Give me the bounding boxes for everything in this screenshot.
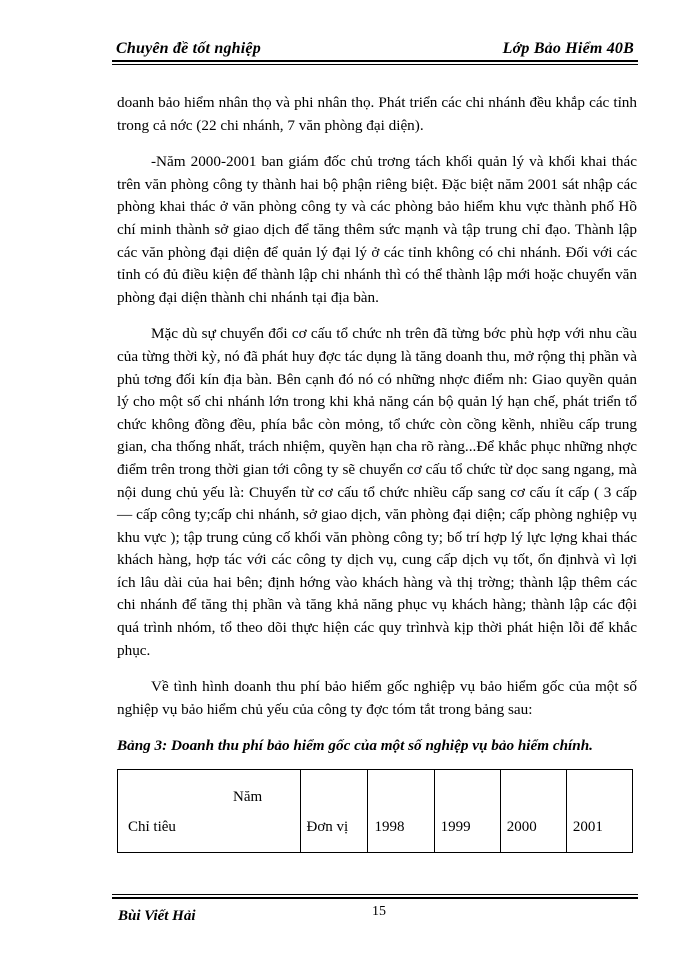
footer-rule-thin <box>112 894 638 895</box>
revenue-table <box>117 769 633 853</box>
footer-author: Bùi Viết Hải <box>118 908 196 924</box>
table-header-row <box>118 770 633 853</box>
paragraph-4: Về tình hình doanh thu phí bảo hiểm gốc nghiệp vụ bảo hiểm gốc của một số nghiệp vụ bảo hiểm chủ yếu của công ty đợc tóm tắt trong bảng sau: <box>117 678 637 718</box>
page-footer <box>112 888 638 928</box>
year-header: 2001 <box>566 770 632 853</box>
header-class: Lớp Bảo Hiểm 40B <box>502 40 634 57</box>
header-rule-thin <box>112 64 638 65</box>
page-header <box>112 26 638 62</box>
paragraph-3: Mặc dù sự chuyển đổi cơ cấu tổ chức nh trên đã từng bớc phù hợp với nhu cầu của từng thời kỳ, nó đã phát huy đợc tác dụng là tăng doanh thu, mở rộng thị phần và phủ tơng đối kín địa bàn. Bên cạnh đó nó có những nhợc điểm nh: Giao quyền quản lý cho một số chi nhánh lớn trong khi khả năng cán bộ quản lý hạn chế, phát triển tổ chức không đồng đều, phía bắc còn mỏng, tổ chức còn cồng kềnh, nhiều cấp trung gian, cha thống nhất, trách nhiệm, quyền hạn cha rõ ràng...Để khắc phục những nhợc điểm trên trong thời gian tới công ty sẽ chuyển cơ cấu tổ chức từ dọc sang ngang, mà nội dung chủ yếu là: Chuyển từ cơ cấu tổ chức nhiều cấp sang cơ cấu ít cấp ( 3 cấp — cấp công ty;cấp chi nhánh, sở giao dịch, văn phòng đại diện; cấp phòng nghiệp vụ khu vực ); tập trung củng cố khối văn phòng công ty; bố trí hợp lý lực lợng khai thác khách hàng, hợp tác với các công ty dịch vụ, cung cấp dịch vụ tốt, ổn địnhvà vì lợi ích lâu dài của hai bên; định hớng vào khách hàng và thị trờng; thành lập thêm các chi nhánh để tăng thị phần và tăng khả năng phục vụ khách hàng; thành lập các đội quá trình nhóm, tổ theo dõi thực hiện các quy trìnhvà kịp thời phát hiện lỗi để khắc phục. <box>117 325 637 659</box>
table-caption: Bảng 3: Doanh thu phí bảo hiểm gốc của một số nghiệp vụ bảo hiểm chính. <box>117 737 593 755</box>
year-header: 1998 <box>368 770 434 853</box>
year-header: 2000 <box>500 770 566 853</box>
footer-rule <box>112 897 638 899</box>
paragraph-1: doanh bảo hiểm nhân thọ và phi nhân thọ. Phát triển các chi nhánh đều khắp các tỉnh trong cả nớc (22 chi nhánh, 7 văn phòng đại diện). <box>117 94 637 134</box>
page-number: 15 <box>372 904 386 919</box>
paragraph-2: -Năm 2000-2001 ban giám đốc chủ trơng tách khối quản lý và khối khai thác trên văn phòng công ty thành hai bộ phận riêng biệt. Đặc biệt năm 2001 sát nhập các phòng khai thác ở văn phòng công ty và các phòng bảo hiểm khu vực thành phố Hồ chí minh thành sở giao dịch để tăng thêm sức mạnh và tập trung chỉ đạo. Thành lập các văn phòng đại diện để quản lý đại lý ở các tỉnh không có chi nhánh. Đối với các tỉnh có đủ điều kiện để thành lập chi nhánh thì có thể thành lập mới hoặc chuyển văn phòng đại diện thành chi nhánh tại địa bàn. <box>117 153 637 306</box>
document-body <box>117 92 637 853</box>
header-title: Chuyên đề tốt nghiệp <box>116 40 261 57</box>
indicator-label: Chỉ tiêu <box>128 818 176 835</box>
year-label: Năm <box>233 789 263 806</box>
header-rule <box>112 60 638 62</box>
year-header: 1999 <box>434 770 500 853</box>
table-header-corner <box>118 770 301 853</box>
unit-header: Đơn vị <box>300 770 368 853</box>
